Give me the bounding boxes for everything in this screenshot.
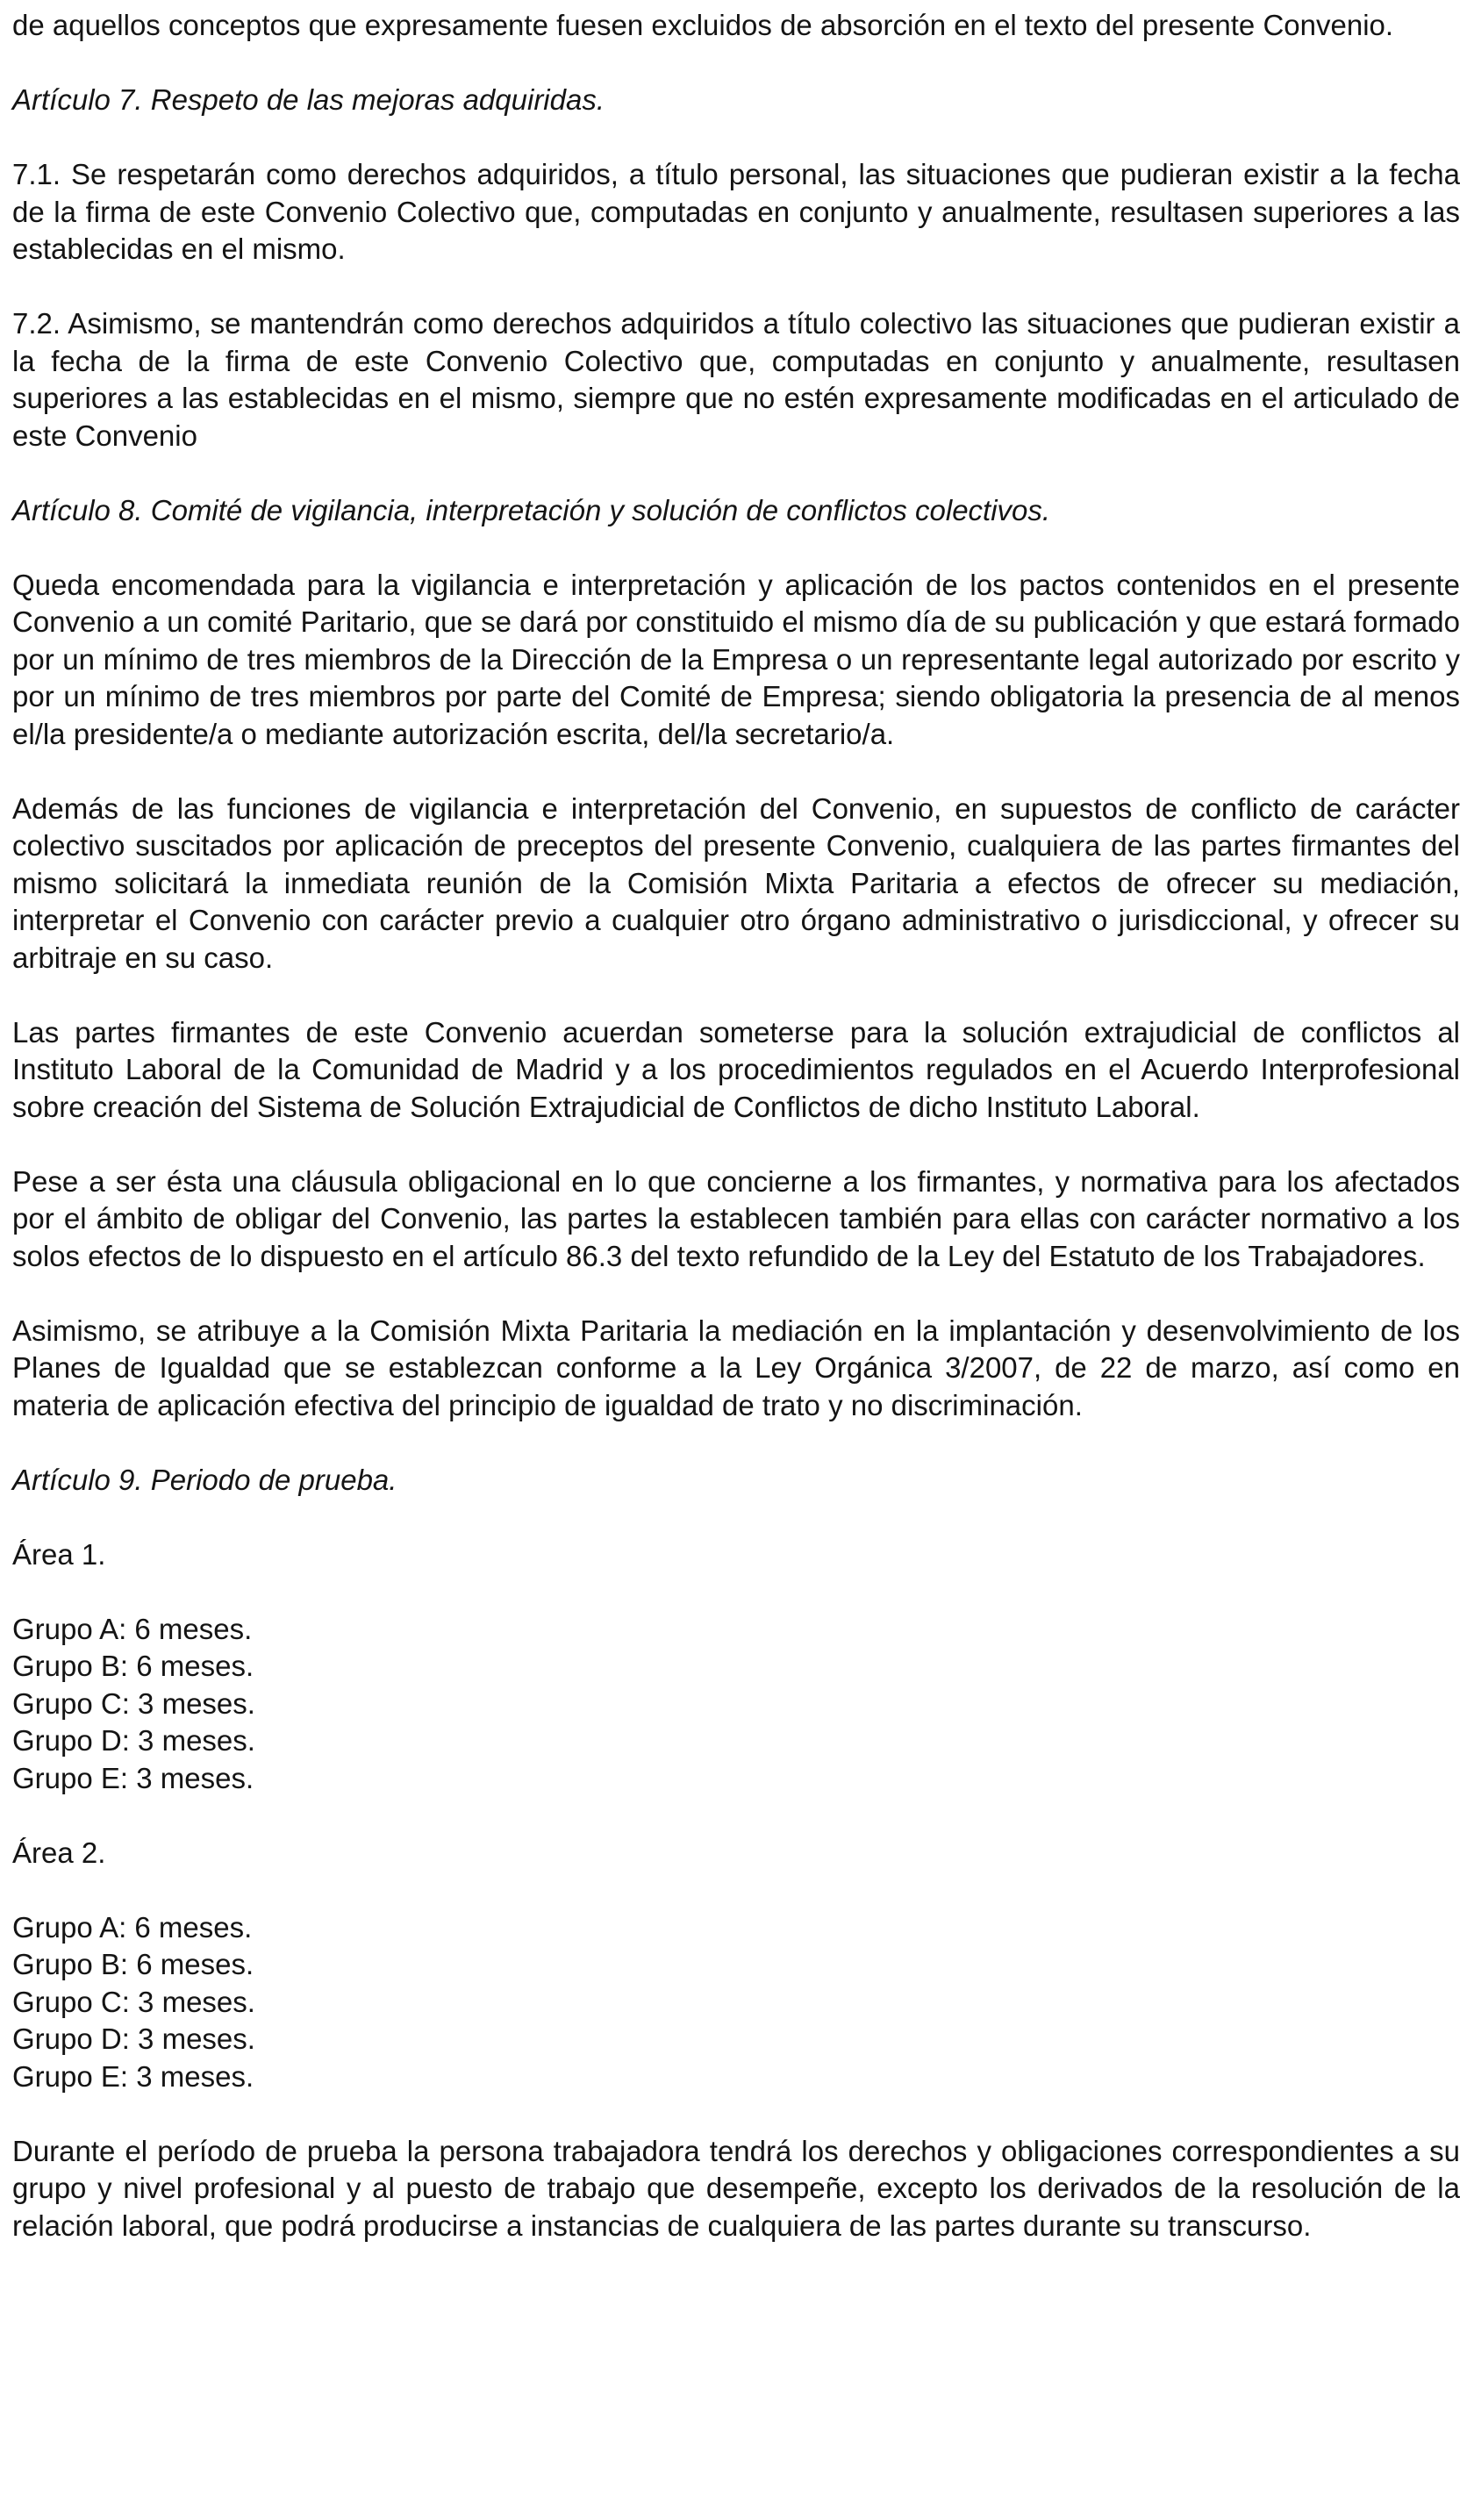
article-7-2-paragraph: 7.2. Asimismo, se mantendrán como derechos adquiridos a título colectivo las situaciones que pudieran existir a la fecha de la firma de este Convenio Colectivo que, computadas en conjunto y anualmente, resultasen superiores a las establecidas en el mismo, siempre que no estén expresamente modificadas en el articulado de este Convenio <box>12 307 1460 452</box>
article-8-paragraph-4: Pese a ser ésta una cláusula obligacional en lo que concierne a los firmantes, y normativa para los afectados por el ámbito de obligar del Convenio, las partes la establecen también para ellas con carácter normativo a los solos efectos de lo dispuesto en el artículo 86.3 del texto refundido de la Ley del Estatuto de los Trabajadores. <box>12 1164 1460 1272</box>
intro-paragraph: de aquellos conceptos que expresamente fuesen excluidos de absorción en el texto del presente Convenio. <box>12 9 1394 41</box>
article-7-1-paragraph: 7.1. Se respetarán como derechos adquiridos, a título personal, las situaciones que pudieran existir a la fecha de la firma de este Convenio Colectivo que, computadas en conjunto y anualmente, resultasen superiores a las establecidas en el mismo. <box>12 158 1460 265</box>
article-9-heading: Artículo 9. Periodo de prueba. <box>12 1463 397 1496</box>
list-item: Grupo D: 3 meses. <box>12 1724 255 1757</box>
list-item: Grupo B: 6 meses. <box>12 1948 254 1980</box>
list-item: Grupo A: 6 meses. <box>12 1612 253 1645</box>
article-8-paragraph-5: Asimismo, se atribuye a la Comisión Mixta Paritaria la mediación en la implantación y desenvolvimiento de los Planes de Igualdad que se establezcan conforme a la Ley Orgánica 3/2007, de 22 de marzo, así como en materia de aplicación efectiva del principio de igualdad de trato y no discriminación. <box>12 1314 1460 1421</box>
article-8-paragraph-3: Las partes firmantes de este Convenio acuerdan someterse para la solución extrajudicial de conflictos al Instituto Laboral de la Comunidad de Madrid y a los procedimientos regulados en el Acuerdo Interprofesional sobre creación del Sistema de Solución Extrajudicial de Conflictos de dicho Instituto Laboral. <box>12 1015 1460 1123</box>
list-item: Grupo A: 6 meses. <box>12 1910 253 1944</box>
list-item: Grupo D: 3 meses. <box>12 2022 255 2055</box>
article-9-paragraph-1: Durante el período de prueba la persona trabajadora tendrá los derechos y obligaciones correspondientes a su grupo y nivel profesional y al puesto de trabajo que desempeñe, excepto los derivados de la resolución de la relación laboral, que podrá producirse a instancias de cualquiera de las partes durante su transcurso. <box>12 2134 1460 2242</box>
list-item: Grupo B: 6 meses. <box>12 1650 254 1682</box>
list-item: Grupo C: 3 meses. <box>12 1985 255 2018</box>
list-item: Grupo C: 3 meses. <box>12 1686 255 1720</box>
list-item: Grupo E: 3 meses. <box>12 2059 254 2093</box>
article-7-heading: Artículo 7. Respeto de las mejoras adquiridas. <box>12 83 605 116</box>
article-8-heading: Artículo 8. Comité de vigilancia, interpretación y solución de conflictos colectivos. <box>12 493 1051 526</box>
area-2-group-list <box>12 1909 1460 2096</box>
area-1-group-list <box>12 1611 1460 1798</box>
article-8-paragraph-2: Además de las funciones de vigilancia e interpretación del Convenio, en supuestos de conflicto de carácter colectivo suscitados por aplicación de preceptos del presente Convenio, cualquiera de las partes firmantes del mismo solicitará la inmediata reunión de la Comisión Mixta Paritaria a efectos de ofrecer su mediación, interpretar el Convenio con carácter previo a cualquier otro órgano administrativo o jurisdiccional, y ofrecer su arbitraje en su caso. <box>12 791 1460 974</box>
list-item: Grupo E: 3 meses. <box>12 1761 254 1794</box>
article-8-paragraph-1: Queda encomendada para la vigilancia e interpretación y aplicación de los pactos contenidos en el presente Convenio a un comité Paritario, que se dará por constituido el mismo día de su publicación y que estará formado por un mínimo de tres miembros de la Dirección de la Empresa o un representante legal autorizado por escrito y por un mínimo de tres miembros por parte del Comité de Empresa; siendo obligatoria la presencia de al menos el/la presidente/a o mediante autorización escrita, del/la secretario/a. <box>12 568 1460 750</box>
area-2-title: Área 2. <box>12 1836 106 1869</box>
area-1-title: Área 1. <box>12 1537 106 1571</box>
